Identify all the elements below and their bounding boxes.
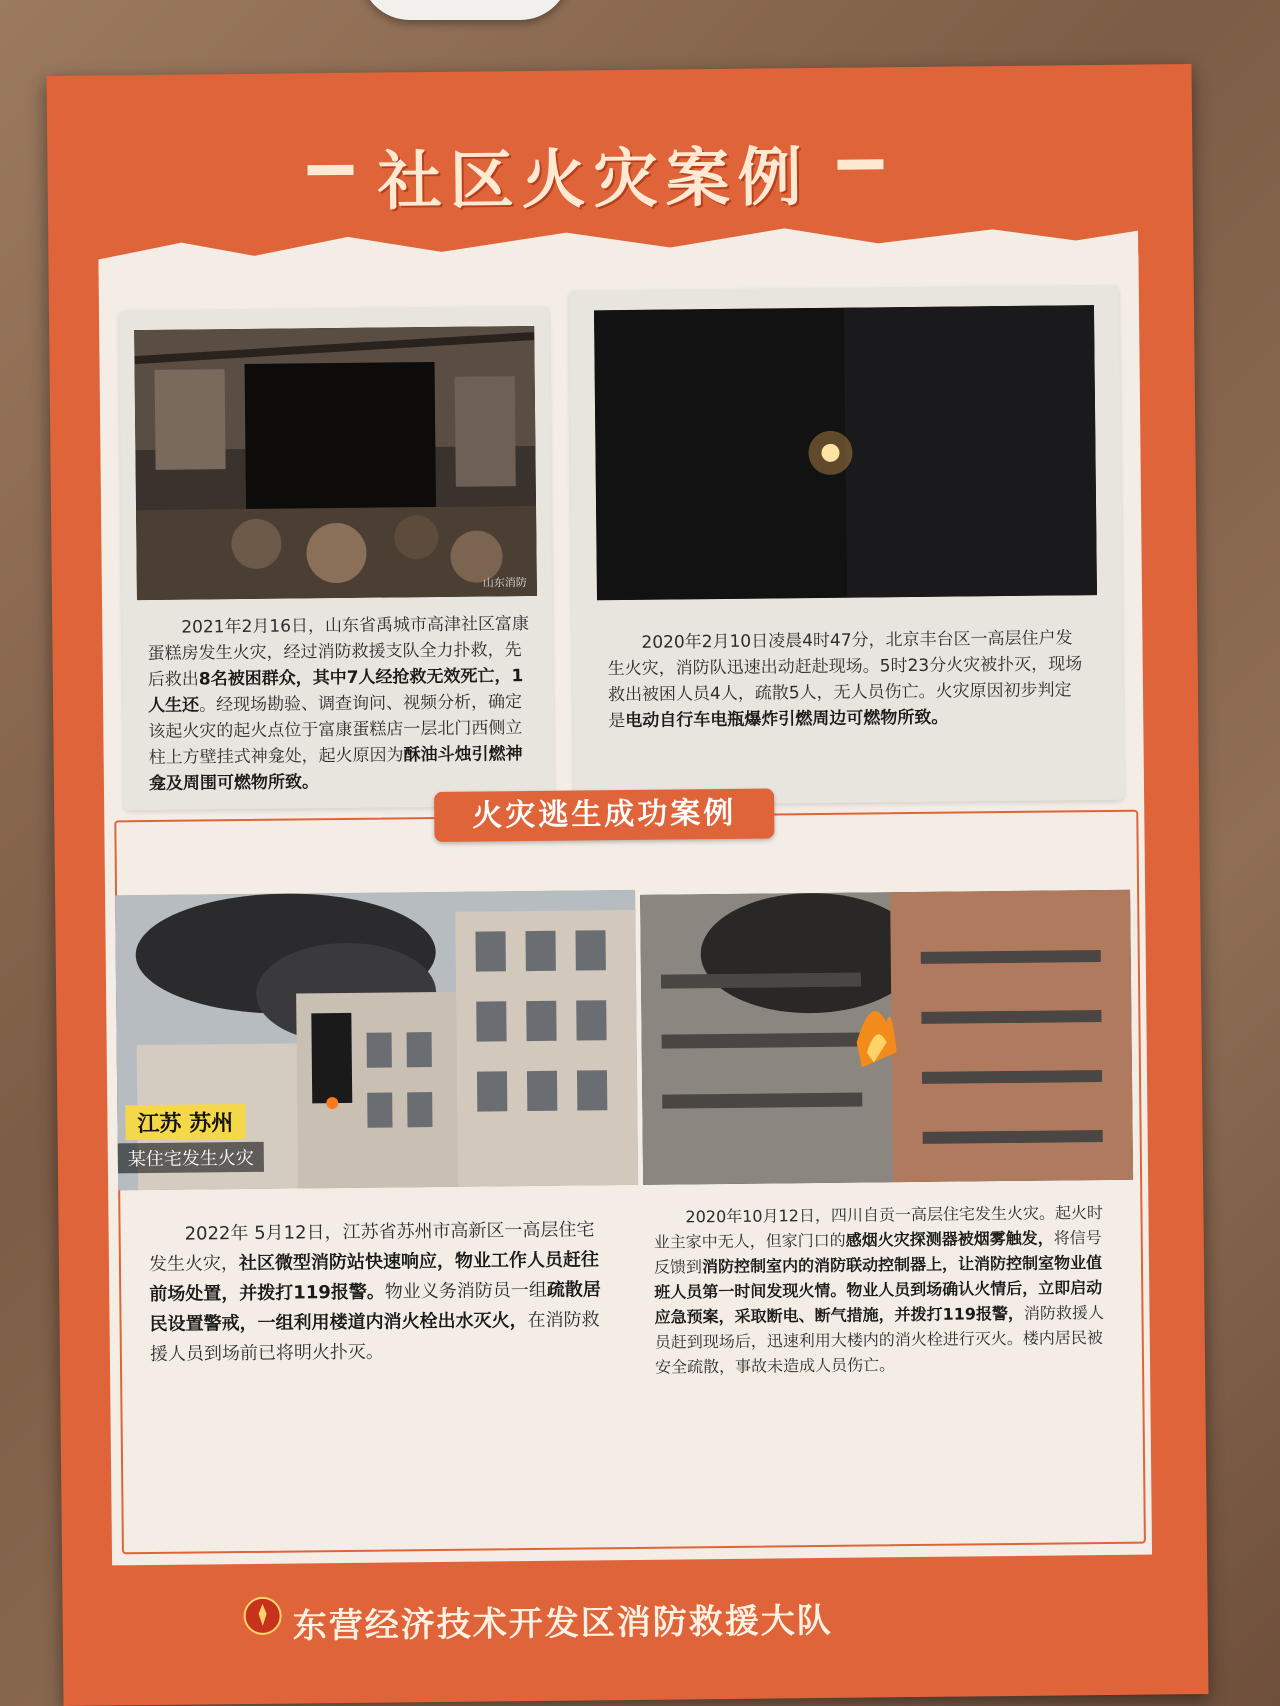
text-run: 消防救援人员赶到现场后，迅速利用大楼内的消火栓进行灭火。楼内居民被安全疏散，事故未造成人员伤亡。 [654, 1303, 1105, 1377]
case-card-2 [569, 285, 1124, 806]
text-run: 物业义务消防员一组 [384, 1279, 547, 1303]
case-4-text [653, 1200, 1105, 1380]
text-run: 8名被困群众，其中 [198, 667, 347, 690]
text-run: 让消防控制室物业值班人员第一时间发现火情。物业人员到场确认火情后，立即启动应急预案，采取断电、断气措施，并拨打119报警， [654, 1253, 1103, 1327]
text-run: 2021年2月16日，山东省禹城市高津社区富康蛋糕房发生火灾，经过消防救援支队全力扑救，先后救出 [147, 614, 530, 691]
text-run: 2022年 5月12日，江苏省苏州市高新区一高层住宅发生火灾， [148, 1219, 595, 1276]
text-run: 2020年2月10日凌晨4时47分，北京丰台区一高层住户发生火灾，消防队迅速出动赶赴现场。5时23分火灾被扑灭，现场救出被困人员4人，疏散5人，无人员伤亡。火灾原因初步判定是 [607, 628, 1083, 732]
text-run: 酥油斗烛引燃神龛及周围可燃物所致。 [148, 744, 523, 795]
case-3-text [148, 1215, 610, 1370]
case-2-photo [594, 305, 1097, 600]
case-2-text [607, 625, 1088, 734]
fire-rescue-emblem-icon [242, 1596, 282, 1636]
title-dash-right [837, 159, 883, 169]
footer-organization: 东营经济技术开发区消防救援大队 [292, 1600, 833, 1647]
text-run: 电动自行车电瓶爆炸引燃周边可燃物所致。 [625, 707, 949, 732]
case-4-photo [640, 890, 1133, 1185]
location-tag: 江苏 苏州 [125, 1104, 245, 1140]
text-run: 在消防救援人员到场前已将明火扑灭。 [149, 1309, 600, 1366]
text-run: 1人生还 [147, 666, 524, 717]
text-run: 2020年10月12日，四川自贡一高层住宅发生火灾。起火时业主家中无人，但家门口的 [653, 1203, 1104, 1252]
content-area [98, 255, 1152, 1566]
case-1-photo [134, 326, 537, 600]
text-run: 社区微型消防站快速响应，物业工作人员赶往前场处置，并拨打119报警。 [149, 1249, 600, 1306]
text-run: ， [494, 666, 512, 687]
title-dash-left [307, 165, 353, 175]
title-band [117, 85, 1119, 245]
text-run: 将信号反馈到 [653, 1228, 1102, 1277]
text-run: 感烟火灾探测器被烟雾触发， [845, 1228, 1054, 1250]
success-title: 火灾逃生成功案例 [434, 788, 775, 842]
text-run: 疏散居民设置警戒，一组利用楼道内消火栓出水灭火， [149, 1279, 601, 1336]
case-card-1 [119, 306, 554, 810]
case-1-text [147, 611, 534, 797]
page-title: 社区火灾案例 [377, 141, 810, 220]
case-3-photo [115, 890, 638, 1190]
text-run: 消防控制室内的消防联动控制器上， [701, 1254, 959, 1277]
text-run: 7人经抢救无效死亡 [346, 666, 495, 688]
photo-watermark: 山东消防 [482, 576, 527, 590]
photo-caption: 某住宅发生火灾 [118, 1142, 264, 1174]
text-run: 。经现场勘验、调查询问、视频分析，确定该起火灾的起火点位于富康蛋糕店一层北门西侧立柱上方壁挂式神龛处，起火原因为 [148, 692, 523, 769]
flyer [46, 64, 1208, 1706]
